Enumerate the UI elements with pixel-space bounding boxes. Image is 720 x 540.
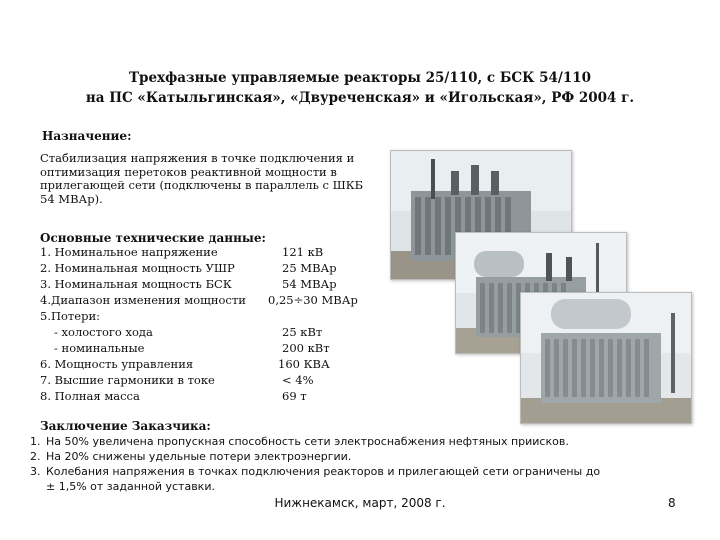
- conclusion-number: 3.: [30, 465, 41, 478]
- page-number: 8: [668, 496, 676, 510]
- spec-value: 160 КВА: [278, 357, 330, 371]
- footer-place-date: Нижнекамск, март, 2008 г.: [274, 496, 446, 510]
- conclusion-item: [30, 434, 569, 449]
- spec-value: 200 кВт: [282, 341, 330, 355]
- spec-row: [40, 340, 380, 356]
- spec-row: [40, 244, 380, 260]
- spec-label: - номинальные: [54, 341, 145, 355]
- spec-row: [40, 260, 380, 276]
- conclusion-item: [30, 449, 351, 464]
- purpose-heading: Назначение:: [42, 129, 132, 143]
- purpose-line: оптимизация перетоков реактивной мощности в: [40, 164, 337, 179]
- spec-value: 69 т: [282, 389, 307, 403]
- page-title: Трехфазные управляемые реакторы 25/110, с БСК 54/110: [128, 70, 592, 86]
- spec-value: 0,25÷30 МВАр: [268, 293, 358, 307]
- spec-label: 7. Высшие гармоники в токе: [40, 373, 215, 387]
- spec-value: 25 МВАр: [282, 261, 337, 275]
- spec-row: [40, 372, 380, 388]
- spec-row: [40, 292, 380, 308]
- spec-label: 2. Номинальная мощность УШР: [40, 261, 235, 275]
- conclusion-item: [30, 464, 600, 479]
- spec-row: [40, 324, 380, 340]
- conclusion-text: Колебания напряжения в точках подключения реакторов и прилегающей сети ограничены до: [46, 465, 601, 478]
- conclusion-text: На 20% снижены удельные потери электроэнергии.: [46, 450, 352, 463]
- spec-label: 5.Потери:: [40, 309, 100, 323]
- spec-label: 4.Диапазон изменения мощности: [40, 293, 246, 307]
- conclusion-number: 1.: [30, 435, 41, 448]
- spec-row: [40, 388, 380, 404]
- reactor-photo-3: [520, 292, 692, 424]
- spec-value: 121 кВ: [282, 245, 324, 259]
- page-subtitle: на ПС «Катыльгинская», «Двуреченская» и «Игольская», РФ 2004 г.: [85, 90, 635, 106]
- conclusion-text: На 50% увеличена пропускная способность сети электроснабжения нефтяных приисков.: [46, 435, 569, 448]
- spec-value: 25 кВт: [282, 325, 323, 339]
- conclusion-heading: Заключение Заказчика:: [40, 419, 211, 433]
- spec-label: 3. Номинальная мощность БСК: [40, 277, 232, 291]
- spec-label: 8. Полная масса: [40, 389, 140, 403]
- spec-label: 6. Мощность управления: [40, 357, 194, 371]
- purpose-line: прилегающей сети (подключены в параллель с ШКБ: [40, 178, 364, 192]
- spec-value: < 4%: [282, 373, 314, 387]
- purpose-line: Стабилизация напряжения в точке подключения и: [40, 151, 355, 165]
- spec-row: [40, 308, 380, 324]
- purpose-line: 54 МВАр).: [40, 191, 103, 206]
- purpose-text: [40, 152, 400, 206]
- specs-heading: Основные технические данные:: [40, 231, 266, 245]
- spec-value: 54 МВАр: [282, 277, 337, 291]
- spec-row: [40, 276, 380, 292]
- conclusion-text: ± 1,5% от заданной уставки.: [46, 480, 215, 493]
- conclusion-number: 2.: [30, 450, 41, 463]
- spec-label: - холостого хода: [54, 325, 153, 339]
- spec-label: 1. Номинальное напряжение: [40, 245, 218, 259]
- conclusion-item: [46, 479, 215, 494]
- spec-row: [40, 356, 380, 372]
